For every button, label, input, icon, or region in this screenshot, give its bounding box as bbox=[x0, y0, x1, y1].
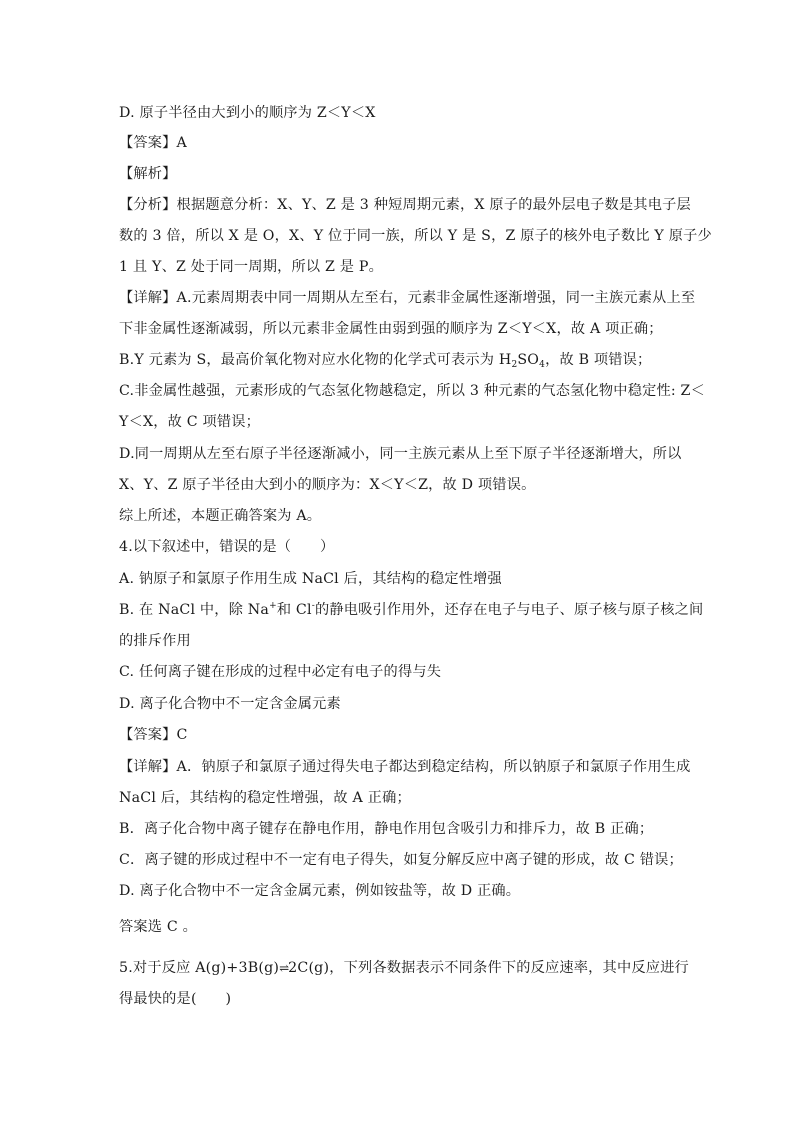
q4-stem: 4.以下叙述中，错误的是（ ） bbox=[119, 539, 335, 555]
q3-c-line-2: Y＜X，故 C 项错误； bbox=[119, 414, 261, 430]
q3-fenxi-line-3: 1 且 Y、Z 处于同一周期，所以 Z 是 P。 bbox=[119, 259, 383, 275]
q4-detail-line-3: B．离子化合物中离子键存在静电作用，静电作用包含吸引力和排斥力，故 B 正确； bbox=[119, 821, 654, 837]
q3-b-line: B.Y 元素为 S，最高价氧化物对应水化物的化学式可表示为 $H_2SO_4$，故 B 项错误； bbox=[119, 352, 652, 370]
q3-c-line-1: C.非金属性越强，元素形成的气态氢化物越稳定，所以 3 种元素的气态氢化物中稳定性: Z＜ bbox=[119, 383, 705, 399]
q4-detail-line-1: 【详解】A．钠原子和氯原子通过得失电子都达到稳定结构，所以钠原子和氯原子作用生成 bbox=[119, 759, 691, 775]
q3-fenxi-line-2: 数的 3 倍，所以 X 是 O，X、Y 位于同一族，所以 Y 是 S，Z 原子的核外电子数比 Y 原子少 bbox=[119, 228, 712, 244]
q3-fenxi-line-1: 【分析】根据题意分析：X、Y、Z 是 3 种短周期元素，X 原子的最外层电子数是其电子层 bbox=[119, 197, 691, 213]
q4-option-b-line-2: 的排斥作用 bbox=[119, 633, 191, 649]
q4-detail-line-4: C．离子键的形成过程中不一定有电子得失，如复分解反应中离子键的形成，故 C 错误； bbox=[119, 852, 683, 868]
q4-option-d: D. 离子化合物中不一定含金属元素 bbox=[119, 696, 341, 712]
q3-d-line-2: X、Y、Z 原子半径由大到小的顺序为：X＜Y＜Z，故 D 项错误。 bbox=[119, 477, 536, 493]
q5-stem-line-2: 得最快的是( ) bbox=[119, 991, 232, 1007]
q4-option-c: C. 任何离子键在形成的过程中必定有电子的得与失 bbox=[119, 664, 442, 680]
q3-xiangjie-line-2: 下非金属性逐渐减弱，所以元素非金属性由弱到强的顺序为 Z＜Y＜X，故 A 项正确； bbox=[119, 321, 663, 337]
q3-analysis-heading: 【解析】 bbox=[119, 166, 177, 182]
q4-option-b-line-1: B. 在 NaCl 中，除 Na+和 Cl-的静电吸引作用外，还存在电子与电子、原子核与原子核之间 bbox=[119, 601, 704, 618]
q3-d-line-1: D.同一周期从左至右原子半径逐渐减小，同一主族元素从上至下原子半径逐渐增大，所以 bbox=[119, 446, 682, 462]
q3-conclusion: 综上所述，本题正确答案为 A。 bbox=[119, 508, 322, 524]
q4-detail-line-2: NaCl 后，其结构的稳定性增强，故 A 正确； bbox=[119, 790, 411, 806]
q4-answer: 【答案】C bbox=[119, 727, 188, 743]
equilibrium-arrow-icon: ⇌ bbox=[279, 961, 289, 975]
q5-stem-line-1: 5.对于反应 A(g)+3B(g)⇌2C(g)，下列各数据表示不同条件下的反应速率，其中反应进行 bbox=[119, 960, 689, 976]
q3-answer: 【答案】A bbox=[119, 135, 187, 151]
q3-xiangjie-line-1: 【详解】A.元素周期表中同一周期从左至右，元素非金属性逐渐增强，同一主族元素从上至 bbox=[119, 290, 696, 306]
q4-option-a: A. 钠原子和氯原子作用生成 NaCl 后，其结构的稳定性增强 bbox=[119, 571, 502, 587]
q3-option-d: D. 原子半径由大到小的顺序为 Z＜Y＜X bbox=[119, 105, 376, 121]
q4-detail-line-5: D. 离子化合物中不一定含金属元素，例如铵盐等，故 D 正确。 bbox=[119, 883, 521, 899]
q4-final-answer: 答案选 C 。 bbox=[119, 919, 198, 935]
